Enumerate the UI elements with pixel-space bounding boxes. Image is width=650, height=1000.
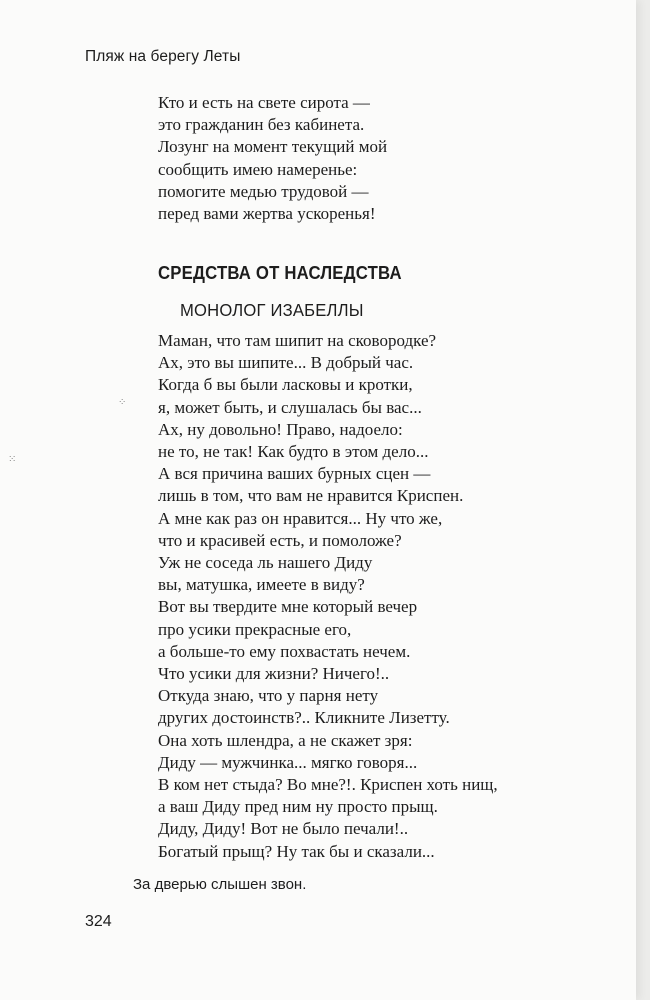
poem-line: а больше-то ему похвастать нечем. xyxy=(158,641,411,661)
poem-line: вы, матушка, имеете в виду? xyxy=(158,575,365,595)
page-number: 324 xyxy=(85,913,112,930)
poem-line: Вот вы твердите мне который вечер xyxy=(158,597,418,617)
poem-line: других достоинств?.. Кликните Лизетту. xyxy=(158,708,450,728)
poem-line: сообщить имею намеренье: xyxy=(158,159,358,179)
poem-line: я, может быть, и слушалась бы вас... xyxy=(158,397,422,417)
poem-line: А вся причина ваших бурных сцен — xyxy=(158,464,431,484)
poem-line: не то, не так! Как будто в этом дело... xyxy=(158,442,429,462)
monologue-title: МОНОЛОГ ИЗАБЕЛЛЫ xyxy=(180,300,364,320)
poem-line: Маман, что там шипит на сковородке? xyxy=(158,331,437,350)
poem-line: Уж не соседа ль нашего Диду xyxy=(158,553,373,573)
poem-line: Богатый прыщ? Ну так бы и сказали... xyxy=(158,841,435,861)
poem-line: это гражданин без кабинета. xyxy=(158,115,365,135)
poem-line: что и красивей есть, и помоложе? xyxy=(158,530,402,550)
poem-line: Лозунг на момент текущий мой xyxy=(158,137,388,157)
poem-line: а ваш Диду пред ним ну просто прыщ. xyxy=(158,797,438,817)
poem-line: Она хоть шлендра, а не скажет зря: xyxy=(158,730,413,750)
poem-line: Что усики для жизни? Ничего!.. xyxy=(158,664,390,684)
poem-line: про усики прекрасные его, xyxy=(158,619,352,639)
poem-line: Ах, это вы шипите... В добрый час. xyxy=(158,353,414,373)
poem-stanza-intro xyxy=(158,92,387,225)
print-speck: ⁙ xyxy=(8,454,17,465)
poem-line: перед вами жертва ускоренья! xyxy=(158,204,376,224)
poem-line: помогите медью трудовой — xyxy=(158,181,369,201)
print-speck: ⁘ xyxy=(118,397,127,408)
poem-line: А мне как раз он нравится... Ну что же, xyxy=(158,508,443,528)
poem-line: Откуда знаю, что у парня нету xyxy=(158,686,379,706)
monologue-text xyxy=(158,330,498,863)
poem-line: Когда б вы были ласковы и кротки, xyxy=(158,375,413,395)
stage-direction: За дверью слышен звон. xyxy=(133,876,307,893)
section-heading: СРЕДСТВА ОТ НАСЛЕДСТВА xyxy=(158,263,402,283)
poem-line: Ах, ну довольно! Право, надоело: xyxy=(158,419,403,439)
poem-line: Кто и есть на свете сирота — xyxy=(158,93,370,112)
poem-line: Диду — мужчинка... мягко говоря... xyxy=(158,752,418,772)
poem-line: Диду, Диду! Вот не было печали!.. xyxy=(158,819,409,839)
poem-line: В ком нет стыда? Во мне?!. Криспен хоть нищ, xyxy=(158,775,498,795)
poem-line: лишь в том, что вам не нравится Криспен. xyxy=(158,486,464,506)
running-head: Пляж на берегу Леты xyxy=(85,48,241,65)
